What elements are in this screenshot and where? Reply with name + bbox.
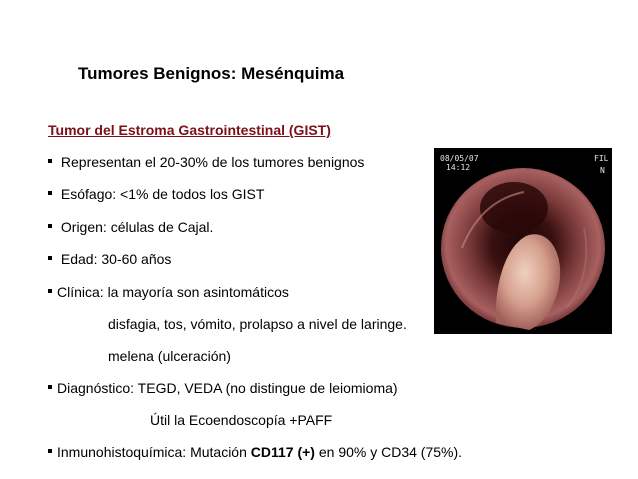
bullet-text: Representan el 20-30% de los tumores benignos [57, 154, 365, 170]
bullet-line-5 [48, 283, 289, 301]
endoscopy-image [434, 148, 612, 334]
image-tag-2: N [600, 166, 605, 175]
slide-title: Tumores Benignos: Mesénquima [78, 64, 345, 83]
bullet-text: Diagnóstico: TEGD, VEDA (no distingue de leiomioma) [57, 380, 398, 396]
bullet-icon [48, 191, 52, 195]
indented-line-1: disfagia, tos, vómito, prolapso a nivel de laringe. [108, 316, 407, 332]
bullet-icon [48, 159, 52, 163]
bullet-icon [48, 256, 52, 260]
indented-line-3: Útil la Ecoendoscopía +PAFF [150, 412, 333, 428]
bullet-line-6 [48, 379, 398, 397]
bullet-text: Edad: 30-60 años [57, 251, 172, 267]
image-time: 14:12 [446, 163, 471, 172]
bullet-line-2 [48, 185, 264, 203]
bullet-text: Esófago: <1% de todos los GIST [57, 186, 265, 202]
image-tag: FIL [594, 154, 609, 163]
bullet-text: Clínica: la mayoría son asintomáticos [57, 284, 289, 300]
bullet-text: Origen: células de Cajal. [57, 219, 214, 235]
bullet-icon [48, 449, 52, 453]
bullet-line-7 [48, 443, 462, 461]
bullet-text-end: en 90% y CD34 (75%). [314, 444, 463, 460]
image-date: 08/05/07 [440, 154, 479, 163]
bullet-icon [48, 224, 52, 228]
marker-bold-text: CD117 (+) [250, 444, 315, 460]
bullet-line-3 [48, 218, 213, 236]
indented-line-2: melena (ulceración) [108, 348, 231, 364]
bullet-line-1 [48, 153, 364, 171]
endoscopy-illustration [434, 148, 612, 334]
bullet-text: Inmunohistoquímica: Mutación [57, 444, 251, 460]
bullet-icon [48, 385, 52, 389]
bullet-icon [48, 289, 52, 293]
bullet-line-4 [48, 250, 171, 268]
slide-subtitle: Tumor del Estroma Gastrointestinal (GIST) [48, 122, 331, 138]
